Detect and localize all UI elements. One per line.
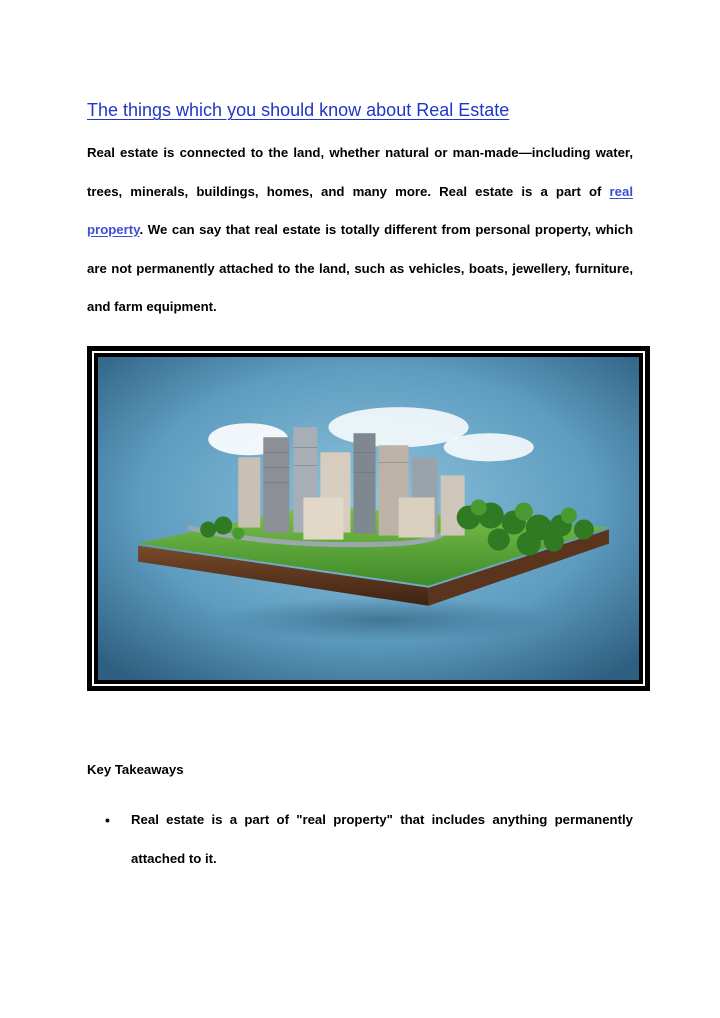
real-property-link[interactable]: real property bbox=[87, 183, 633, 237]
key-takeaways-heading: Key Takeaways bbox=[87, 762, 184, 777]
page-title[interactable]: The things which you should know about Real Estate bbox=[87, 100, 510, 120]
takeaway-item: Real estate is a part of "real property" that includes anything permanently attached to it. bbox=[131, 812, 633, 866]
intro-text-before-link: Real estate is connected to the land, whether natural or man-made—including water, trees, minerals, buildings, homes, and many more. Real estate is a part of bbox=[87, 145, 633, 199]
floating-city-illustration bbox=[98, 357, 639, 680]
image-frame bbox=[92, 351, 645, 686]
bullet-icon: • bbox=[105, 812, 110, 828]
intro-text-after-link: . We can say that real estate is totally different from personal property, which are not permanently attached to the land, such as vehicles, boats, jewellery, furniture, and farm equipment. bbox=[87, 222, 633, 314]
intro-paragraph bbox=[87, 134, 633, 327]
real-estate-image bbox=[87, 346, 650, 691]
